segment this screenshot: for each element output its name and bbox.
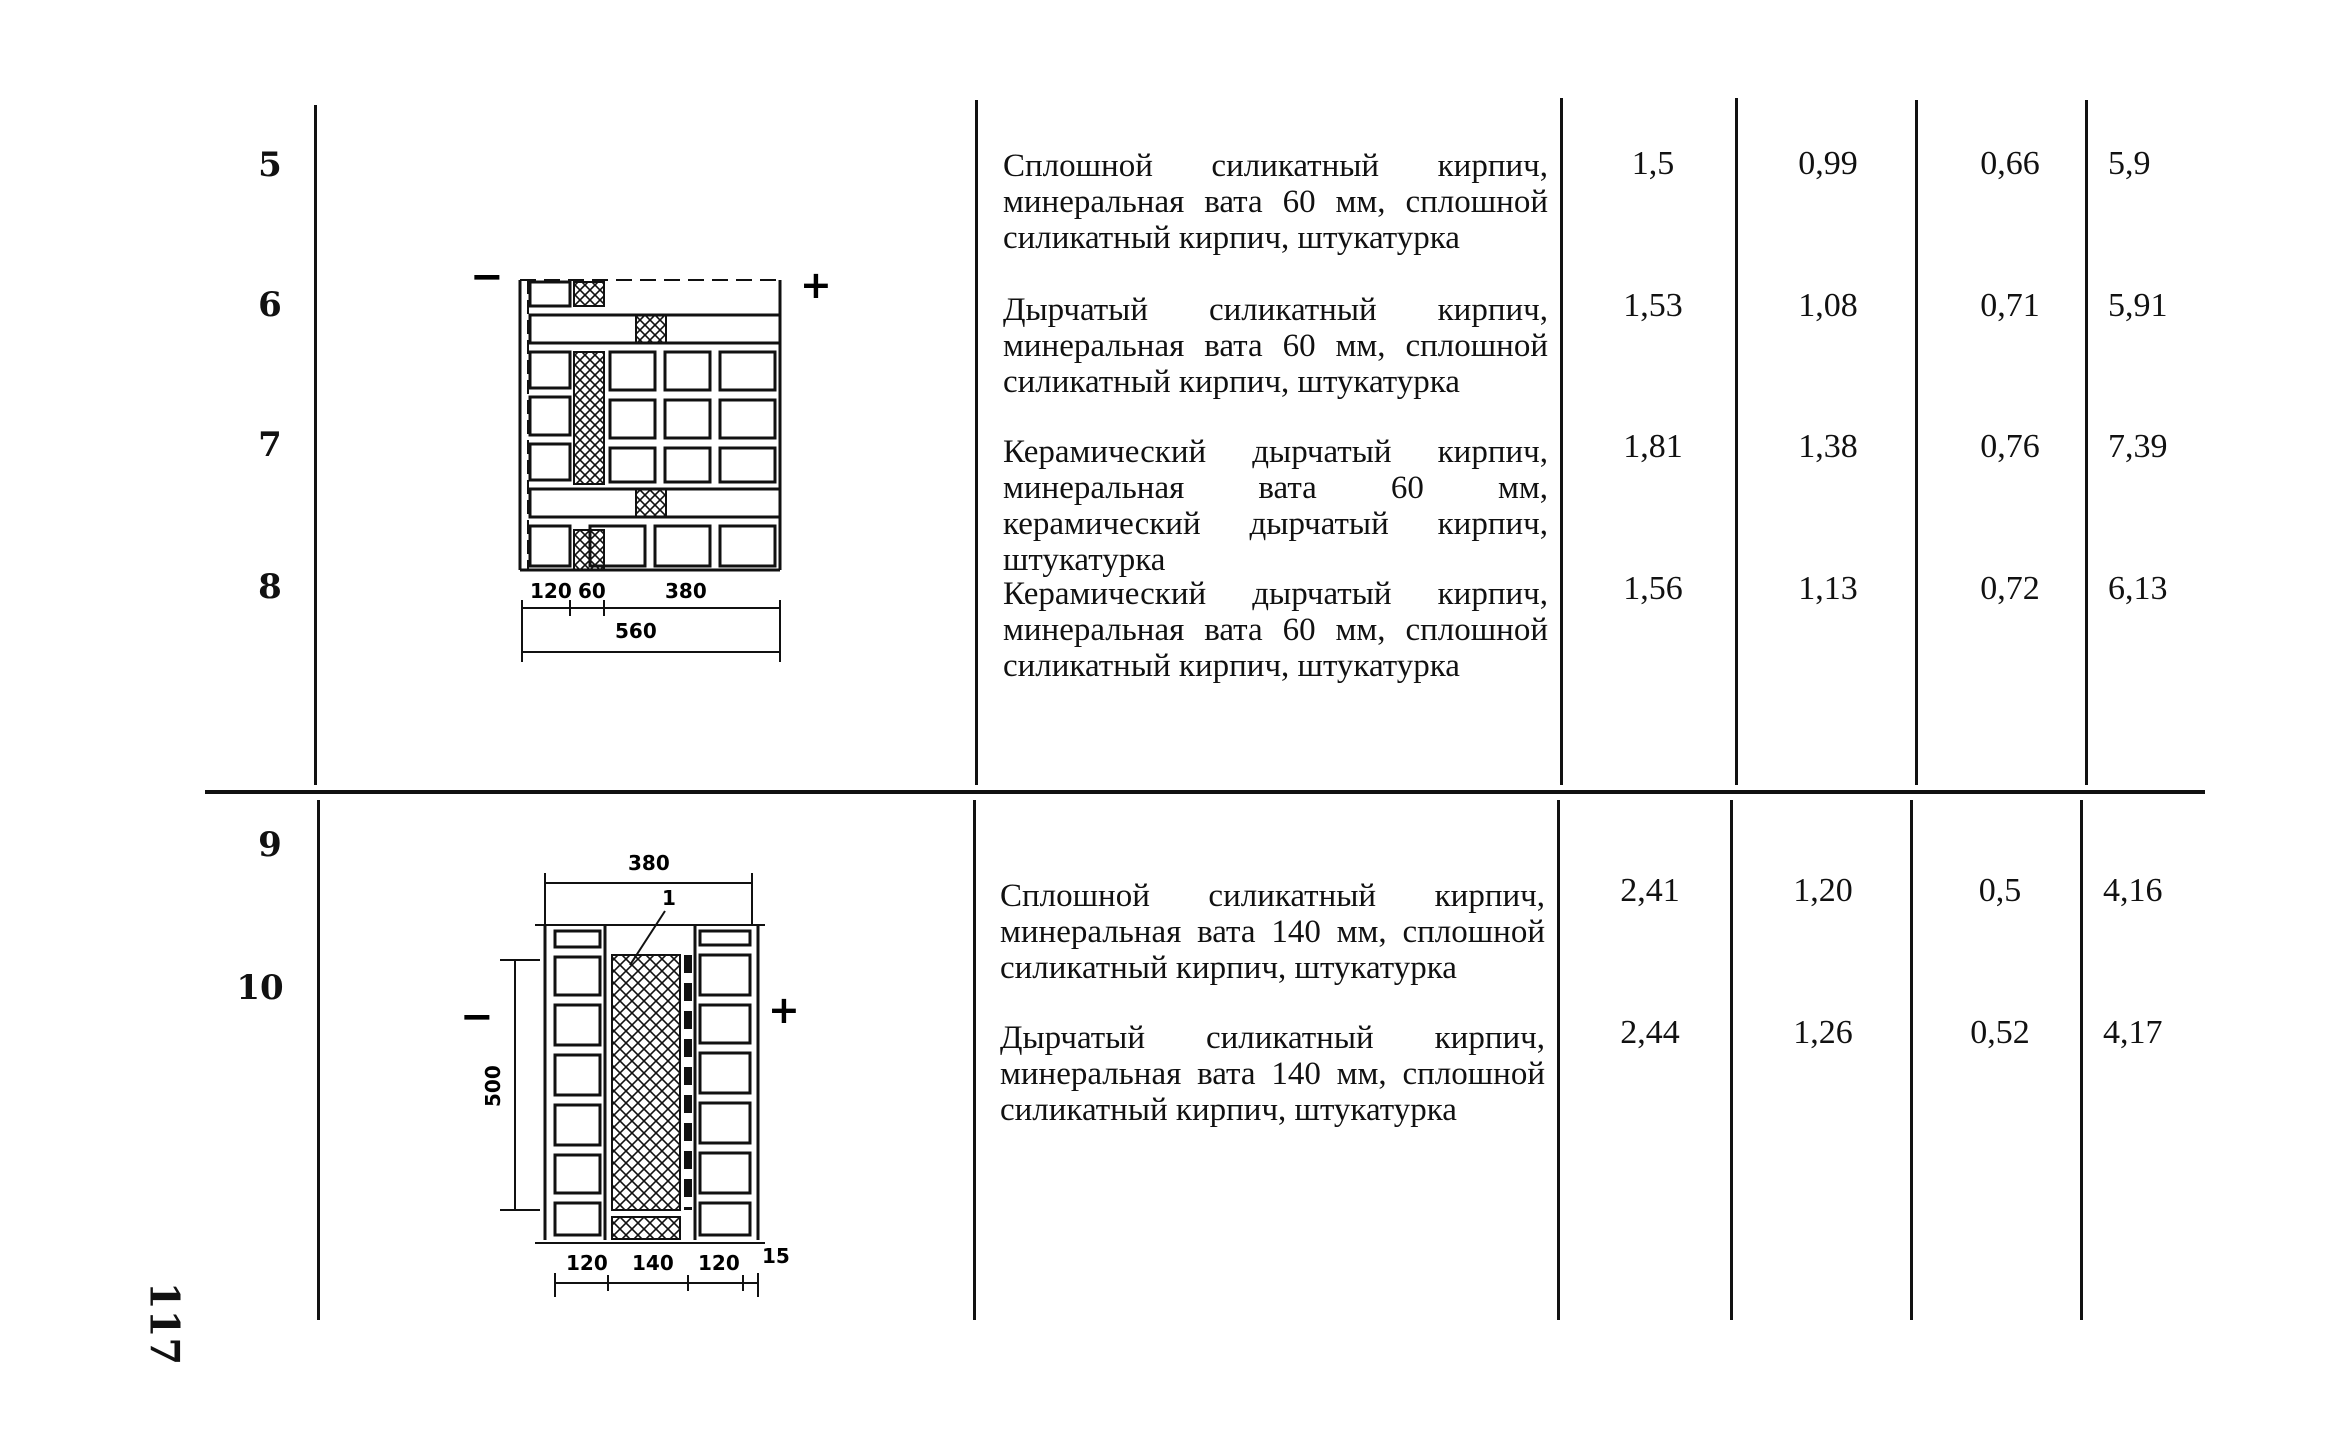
- row-number: 10: [236, 968, 284, 1008]
- value-cell: 7,39: [2108, 428, 2168, 465]
- value-cell: 1,53: [1623, 287, 1683, 324]
- row-description: Сплошной силикатный кирпич, минеральная вата 60 мм, сплошной силикатный кирпич, штукатурка: [1003, 148, 1548, 256]
- value-cell: 1,20: [1793, 872, 1853, 909]
- value-cell: 1,13: [1798, 570, 1858, 607]
- value-cell: 0,66: [1980, 145, 2040, 182]
- value-cell: 1,26: [1793, 1014, 1853, 1051]
- value-cell: 1,56: [1623, 570, 1683, 607]
- section-divider: [205, 790, 2205, 794]
- dim-label: 380: [665, 579, 707, 603]
- col-line-2: [975, 100, 978, 785]
- col-line-1: [317, 800, 320, 1320]
- col-line-5: [1910, 800, 1913, 1320]
- plus-sign: +: [768, 988, 800, 1032]
- row-description: Керамический дырчатый кирпич, минеральная вата 60 мм, керамический дырчатый кирпич, штукатурка: [1003, 434, 1548, 578]
- col-line-5: [1915, 100, 1918, 785]
- col-line-4: [1730, 800, 1733, 1320]
- row-number: 8: [258, 567, 282, 607]
- dim-label: 120: [698, 1251, 740, 1275]
- value-cell: 5,91: [2108, 287, 2168, 324]
- value-cell: 2,41: [1620, 872, 1680, 909]
- value-cell: 0,52: [1970, 1014, 2030, 1051]
- dim-label: 15: [762, 1244, 790, 1268]
- value-cell: 2,44: [1620, 1014, 1680, 1051]
- col-line-1: [314, 105, 317, 785]
- dim-label: 140: [632, 1251, 674, 1275]
- row-description: Дырчатый силикатный кирпич, минеральная вата 140 мм, сплошной силикатный кирпич, штукатурка: [1000, 1020, 1545, 1128]
- row-number: 7: [258, 425, 282, 465]
- dim-label: 120: [530, 579, 572, 603]
- value-cell: 0,99: [1798, 145, 1858, 182]
- wall-section-drawing-top: [450, 260, 850, 680]
- dim-label: 120: [566, 1251, 608, 1275]
- row-description: Дырчатый силикатный кирпич, минеральная вата 60 мм, сплошной силикатный кирпич, штукатурка: [1003, 292, 1548, 400]
- plus-sign: +: [800, 263, 832, 307]
- value-cell: 0,76: [1980, 428, 2040, 465]
- dim-label: 380: [628, 851, 670, 875]
- dim-label: 500: [481, 1065, 505, 1107]
- col-line-6: [2085, 100, 2088, 785]
- col-line-3: [1557, 800, 1560, 1320]
- wall-section-drawing-bottom: [440, 845, 820, 1305]
- row-description: Керамический дырчатый кирпич, минеральная вата 60 мм, сплошной силикатный кирпич, штукатурка: [1003, 576, 1548, 684]
- callout-label: 1: [662, 886, 676, 910]
- value-cell: 1,08: [1798, 287, 1858, 324]
- row-number: 9: [258, 825, 282, 865]
- value-cell: 1,5: [1631, 145, 1675, 182]
- col-line-2: [973, 800, 976, 1320]
- row-number: 6: [258, 285, 282, 325]
- col-line-3: [1560, 98, 1563, 785]
- value-cell: 1,81: [1623, 428, 1683, 465]
- value-cell: 0,72: [1980, 570, 2040, 607]
- value-cell: 1,38: [1798, 428, 1858, 465]
- value-cell: 4,16: [2103, 872, 2163, 909]
- value-cell: 6,13: [2108, 570, 2168, 607]
- dim-label: 60: [578, 579, 606, 603]
- value-cell: 4,17: [2103, 1014, 2163, 1051]
- col-line-4: [1735, 98, 1738, 785]
- page-number: 117: [140, 1281, 188, 1366]
- minus-sign: −: [460, 994, 494, 1040]
- value-cell: 5,9: [2108, 145, 2151, 182]
- minus-sign: −: [470, 260, 504, 300]
- value-cell: 0,71: [1980, 287, 2040, 324]
- value-cell: 0,5: [1978, 872, 2022, 909]
- row-number: 5: [258, 145, 282, 185]
- col-line-6: [2080, 800, 2083, 1320]
- dim-label: 560: [615, 619, 657, 643]
- row-description: Сплошной силикатный кирпич, минеральная вата 140 мм, сплошной силикатный кирпич, штукатурка: [1000, 878, 1545, 986]
